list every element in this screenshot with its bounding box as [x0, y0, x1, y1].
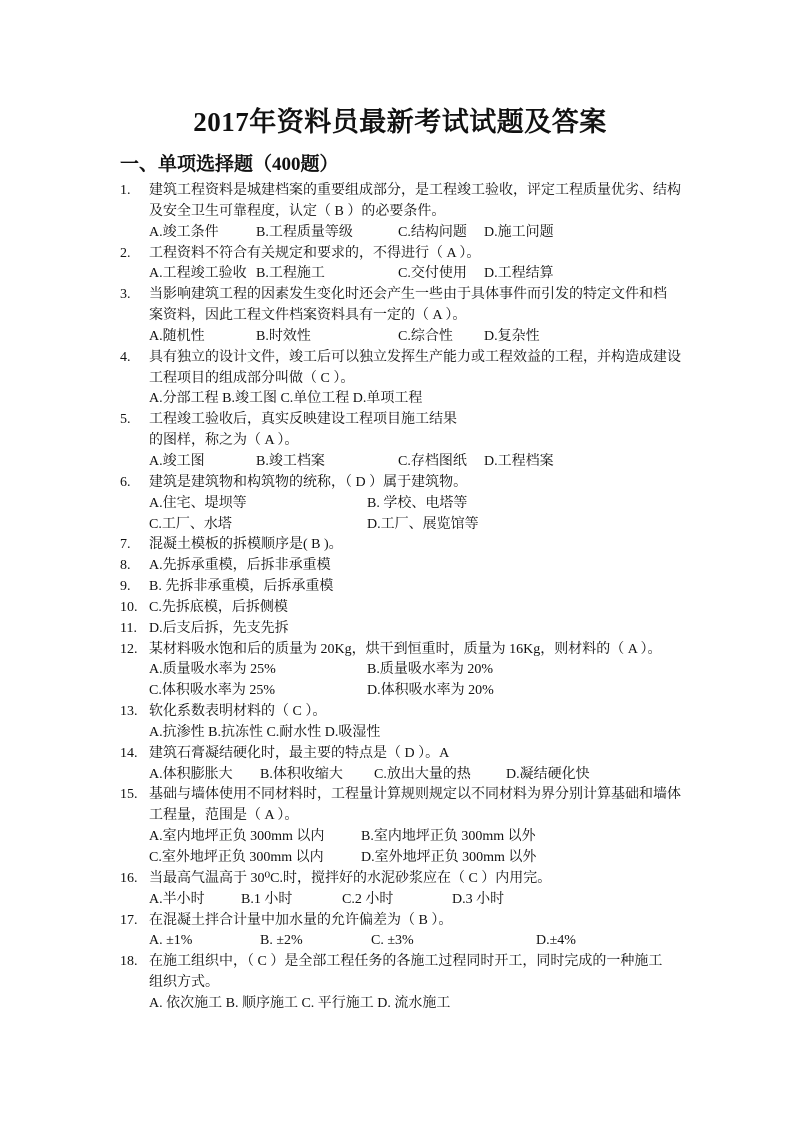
- question-text: 在混凝土拌合计量中加水量的允许偏差为（ B ）。: [149, 912, 453, 928]
- question-line: [120, 556, 685, 577]
- question-text: 的图样，称之为（ A ）。: [149, 433, 299, 449]
- answer-option: D.工程结算: [484, 266, 554, 282]
- question-text-line: [120, 723, 685, 744]
- question-text: 工程量，范围是（ A ）。: [149, 808, 299, 824]
- question-line: [120, 473, 685, 494]
- question-number: 17.: [120, 912, 138, 928]
- question-text: 及安全卫生可靠程度，认定（ B ）的必要条件。: [149, 203, 446, 219]
- question-number: 5.: [120, 412, 131, 428]
- question-text: 工程竣工验收后，真实反映建设工程项目施工结果: [149, 412, 457, 428]
- answer-option: B.体积收缩大: [260, 766, 343, 782]
- options-line: [120, 765, 685, 786]
- answer-option: B.工程质量等级: [256, 224, 353, 240]
- question-text-line: [120, 369, 685, 390]
- question-text-line: [120, 994, 685, 1015]
- answer-option: D.凝结硬化快: [506, 766, 590, 782]
- question-text: 案资料，因此工程文件档案资料具有一定的（ A ）。: [149, 308, 467, 324]
- question-text: 某材料吸水饱和后的质量为 20Kg，烘干到恒重时，质量为 16Kg，则材料的（ A ）。: [149, 641, 662, 657]
- options-line: [120, 931, 685, 952]
- answer-option: A. ±1%: [149, 933, 193, 949]
- answer-option: D.工厂、展览馆等: [367, 516, 479, 532]
- question-text: 当最高气温高于 30⁰C.时，搅拌好的水泥砂浆应在（ C ）内用完。: [149, 870, 552, 886]
- answer-option: A.住宅、堤坝等: [149, 495, 247, 511]
- answer-option: D.±4%: [536, 933, 576, 949]
- section-heading: 一、单项选择题（400题）: [120, 154, 339, 175]
- question-line: [120, 285, 685, 306]
- answer-option: B. 学校、电塔等: [367, 495, 468, 511]
- options-line: [120, 327, 685, 348]
- question-text: 在施工组织中，（ C ）是全部工程任务的各施工过程同时开工，同时完成的一种施工: [149, 954, 663, 970]
- question-text: 基础与墙体使用不同材料时，工程量计算规则规定以不同材料为界分别计算基础和墙体: [149, 787, 681, 803]
- answer-option: A.竣工条件: [149, 224, 219, 240]
- options-line: [120, 264, 685, 285]
- answer-option: D.施工问题: [484, 224, 554, 240]
- answer-option: B.工程施工: [256, 266, 325, 282]
- question-text-line: [120, 806, 685, 827]
- answer-option: B.时效性: [256, 328, 311, 344]
- question-text-line: [120, 389, 685, 410]
- question-number: 16.: [120, 870, 138, 886]
- question-line: [120, 911, 685, 932]
- question-line: [120, 640, 685, 661]
- answer-option: A.室内地坪正负 300mm 以内: [149, 829, 325, 845]
- question-line: [120, 244, 685, 265]
- question-text: 建筑是建筑物和构筑物的统称，（ D ）属于建筑物。: [149, 474, 468, 490]
- question-number: 1.: [120, 183, 131, 198]
- question-line: [120, 577, 685, 598]
- options-line: [120, 827, 685, 848]
- question-line: [120, 869, 685, 890]
- question-text: C.先拆底模，后拆侧模: [149, 599, 288, 615]
- answer-option: D.室外地坪正负 300mm 以外: [361, 850, 537, 865]
- question-text: A.先拆承重模，后拆非承重模: [149, 558, 331, 574]
- question-number: 8.: [120, 558, 131, 574]
- question-line: [120, 702, 685, 723]
- answer-option: C. ±3%: [371, 933, 414, 949]
- answer-option: B.竣工档案: [256, 453, 325, 469]
- answer-option: B. ±2%: [260, 933, 303, 949]
- question-text: A.抗渗性 B.抗冻性 C.耐水性 D.吸湿性: [149, 724, 381, 740]
- question-line: [120, 785, 685, 806]
- question-line: [120, 619, 685, 640]
- question-number: 14.: [120, 745, 138, 761]
- question-line: [120, 410, 685, 431]
- question-number: 11.: [120, 620, 137, 636]
- answer-option: B.质量吸水率为 20%: [367, 662, 493, 678]
- question-number: 12.: [120, 641, 138, 657]
- question-text: A. 依次施工 B. 顺序施工 C. 平行施工 D. 流水施工: [149, 995, 451, 1011]
- answer-option: A.半小时: [149, 891, 205, 907]
- question-number: 15.: [120, 787, 138, 803]
- options-line: [120, 890, 685, 911]
- answer-option: C.室外地坪正负 300mm 以内: [149, 850, 324, 865]
- question-line: [120, 181, 685, 202]
- question-line: [120, 535, 685, 556]
- answer-option: C.放出大量的热: [374, 766, 471, 782]
- answer-option: C.结构问题: [398, 224, 467, 240]
- question-text: A.分部工程 B.竣工图 C.单位工程 D.单项工程: [149, 391, 423, 407]
- answer-option: A.质量吸水率为 25%: [149, 662, 276, 678]
- options-line: [120, 515, 685, 536]
- answer-option: C.综合性: [398, 328, 453, 344]
- question-text: 建筑工程资料是城建档案的重要组成部分，是工程竣工验收，评定工程质量优劣、结构: [149, 183, 681, 198]
- question-number: 13.: [120, 704, 138, 720]
- question-number: 3.: [120, 287, 131, 303]
- question-text-line: [120, 202, 685, 223]
- question-text: 工程资料不符合有关规定和要求的，不得进行（ A ）。: [149, 245, 481, 261]
- options-line: [120, 223, 685, 244]
- answer-option: D.复杂性: [484, 328, 540, 344]
- question-number: 4.: [120, 349, 131, 365]
- answer-option: C.交付使用: [398, 266, 467, 282]
- options-line: [120, 452, 685, 473]
- answer-option: C.体积吸水率为 25%: [149, 683, 275, 699]
- question-text: 组织方式。: [149, 975, 219, 991]
- answer-option: A.竣工图: [149, 453, 205, 469]
- question-line: [120, 598, 685, 619]
- question-number: 6.: [120, 474, 131, 490]
- answer-option: A.工程竣工验收: [149, 266, 247, 282]
- question-number: 7.: [120, 537, 131, 553]
- question-text: D.后支后拆，先支先拆: [149, 620, 289, 636]
- question-line: [120, 952, 685, 973]
- options-line: [120, 494, 685, 515]
- answer-option: D.工程档案: [484, 453, 554, 469]
- answer-option: C.工厂、水塔: [149, 516, 232, 532]
- question-line: [120, 348, 685, 369]
- question-line: [120, 744, 685, 765]
- answer-option: D.3 小时: [452, 891, 505, 907]
- question-text: 当影响建筑工程的因素发生变化时还会产生一些由于具体事件而引发的特定文件和档: [149, 287, 667, 303]
- question-text-line: [120, 973, 685, 994]
- question-number: 18.: [120, 954, 138, 970]
- question-text: 混凝土模板的拆模顺序是( B )。: [149, 537, 343, 553]
- question-text-line: [120, 306, 685, 327]
- answer-option: C.存档图纸: [398, 453, 467, 469]
- answer-option: B.室内地坪正负 300mm 以外: [361, 829, 536, 845]
- answer-option: A.体积膨胀大: [149, 766, 233, 782]
- question-text: 建筑石膏凝结硬化时，最主要的特点是（ D ）。A: [149, 745, 450, 761]
- question-text: 工程项目的组成部分叫做（ C ）。: [149, 370, 355, 386]
- question-number: 2.: [120, 245, 131, 261]
- question-text: 具有独立的设计文件，竣工后可以独立发挥生产能力或工程效益的工程，并构造成建设: [149, 349, 681, 365]
- question-number: 10.: [120, 599, 138, 615]
- question-number: 9.: [120, 579, 131, 595]
- answer-option: A.随机性: [149, 328, 205, 344]
- question-list: [120, 181, 685, 1015]
- answer-option: B.1 小时: [241, 891, 293, 907]
- options-line: [120, 660, 685, 681]
- question-text: 软化系数表明材料的（ C ）。: [149, 704, 327, 720]
- question-text: B. 先拆非承重模，后拆承重模: [149, 579, 334, 595]
- options-line: [120, 681, 685, 702]
- answer-option: D.体积吸水率为 20%: [367, 683, 494, 699]
- answer-option: C.2 小时: [342, 891, 394, 907]
- document-title: 2017年资料员最新考试试题及答案: [193, 107, 607, 137]
- options-line: [120, 848, 685, 869]
- question-text-line: [120, 431, 685, 452]
